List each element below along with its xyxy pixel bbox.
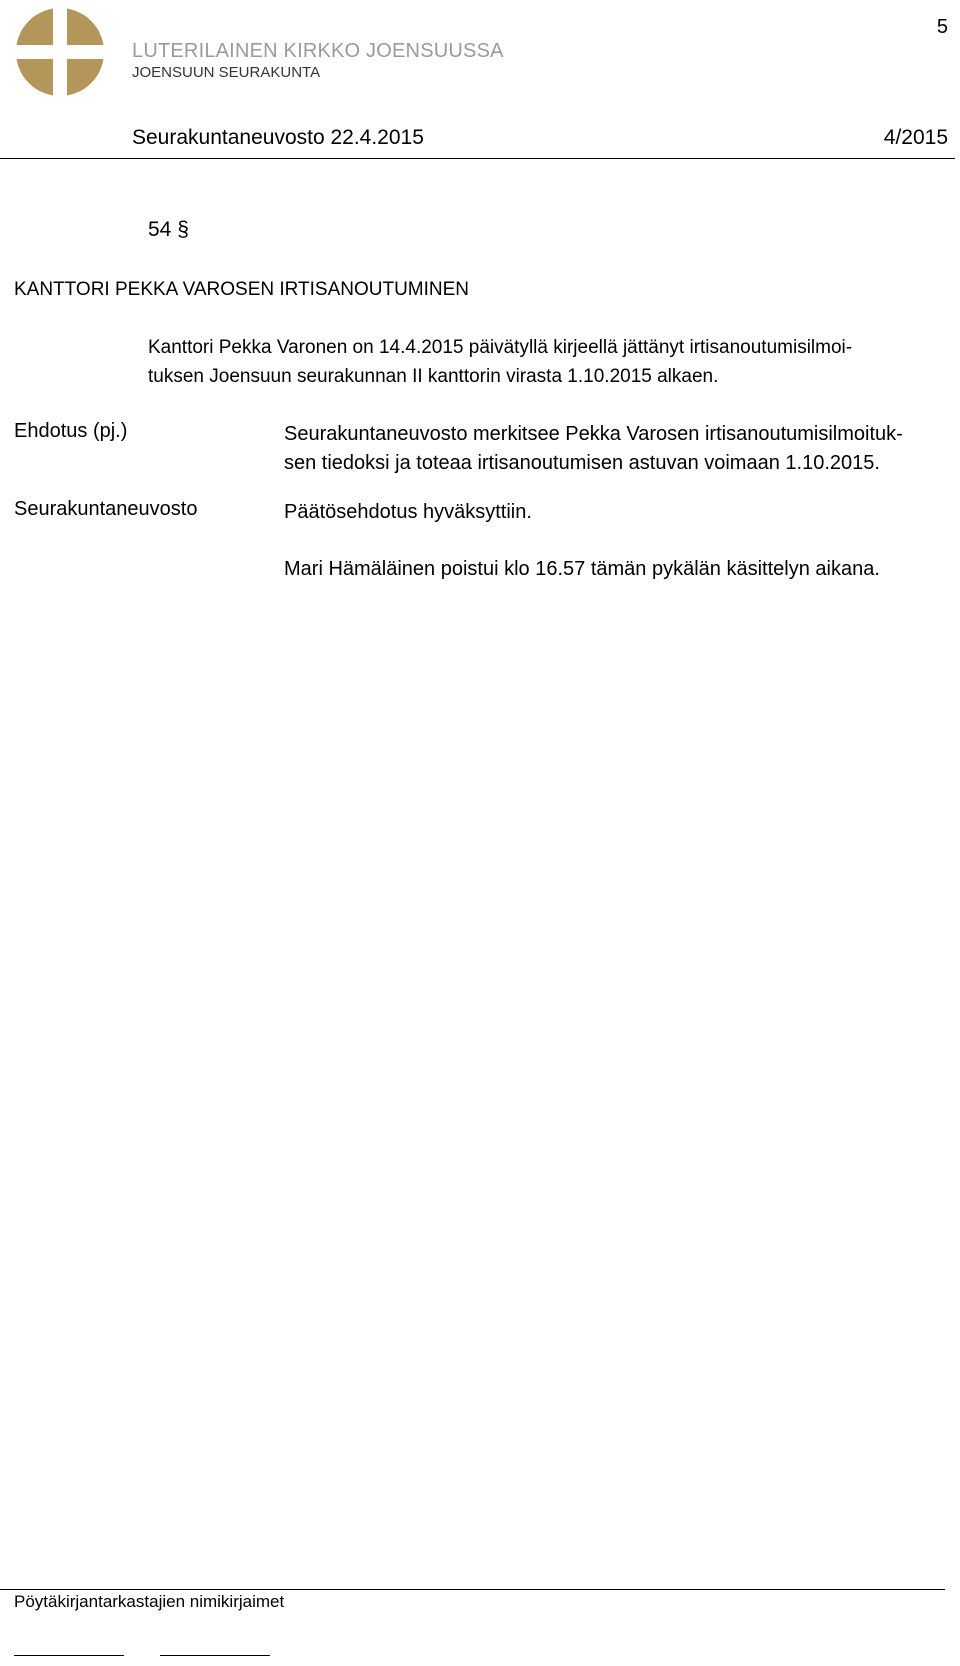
proposal-label: Ehdotus (pj.) xyxy=(14,420,128,442)
decision-note: Mari Hämäläinen poistui klo 16.57 tämän pykälän käsittelyn aikana. xyxy=(284,558,880,580)
footer-divider xyxy=(0,1589,945,1590)
proposal-line: Seurakuntaneuvosto merkitsee Pekka Varosen irtisanoutumisilmoituk- xyxy=(284,423,903,445)
parish-name: JOENSUUN SEURAKUNTA xyxy=(132,64,321,81)
church-cross-logo-icon xyxy=(14,6,106,98)
meeting-title: Seurakuntaneuvosto 22.4.2015 xyxy=(132,126,424,149)
signature-line xyxy=(14,1655,124,1656)
footer-label: Pöytäkirjantarkastajien nimikirjaimet xyxy=(14,1592,285,1611)
intro-line: tuksen Joensuun seurakunnan II kanttorin virasta 1.10.2015 alkaen. xyxy=(148,366,719,387)
proposal-text xyxy=(284,420,939,478)
section-number: 54 § xyxy=(148,218,189,241)
decision-text: Päätösehdotus hyväksyttiin. xyxy=(284,501,532,523)
proposal-line: sen tiedoksi ja toteaa irtisanoutumisen astuvan voimaan 1.10.2015. xyxy=(284,452,880,474)
signature-line xyxy=(160,1655,270,1656)
header-divider xyxy=(0,158,955,159)
section-title: KANTTORI PEKKA VAROSEN IRTISANOUTUMINEN xyxy=(14,279,470,300)
issue-number: 4/2015 xyxy=(883,126,948,149)
section-intro xyxy=(148,333,938,391)
decision-label: Seurakuntaneuvosto xyxy=(14,498,198,520)
page-number: 5 xyxy=(936,16,948,38)
intro-line: Kanttori Pekka Varonen on 14.4.2015 päivätyllä kirjeellä jättänyt irtisanoutumisilmoi- xyxy=(148,337,853,358)
org-name: LUTERILAINEN KIRKKO JOENSUUSSA xyxy=(132,40,504,62)
